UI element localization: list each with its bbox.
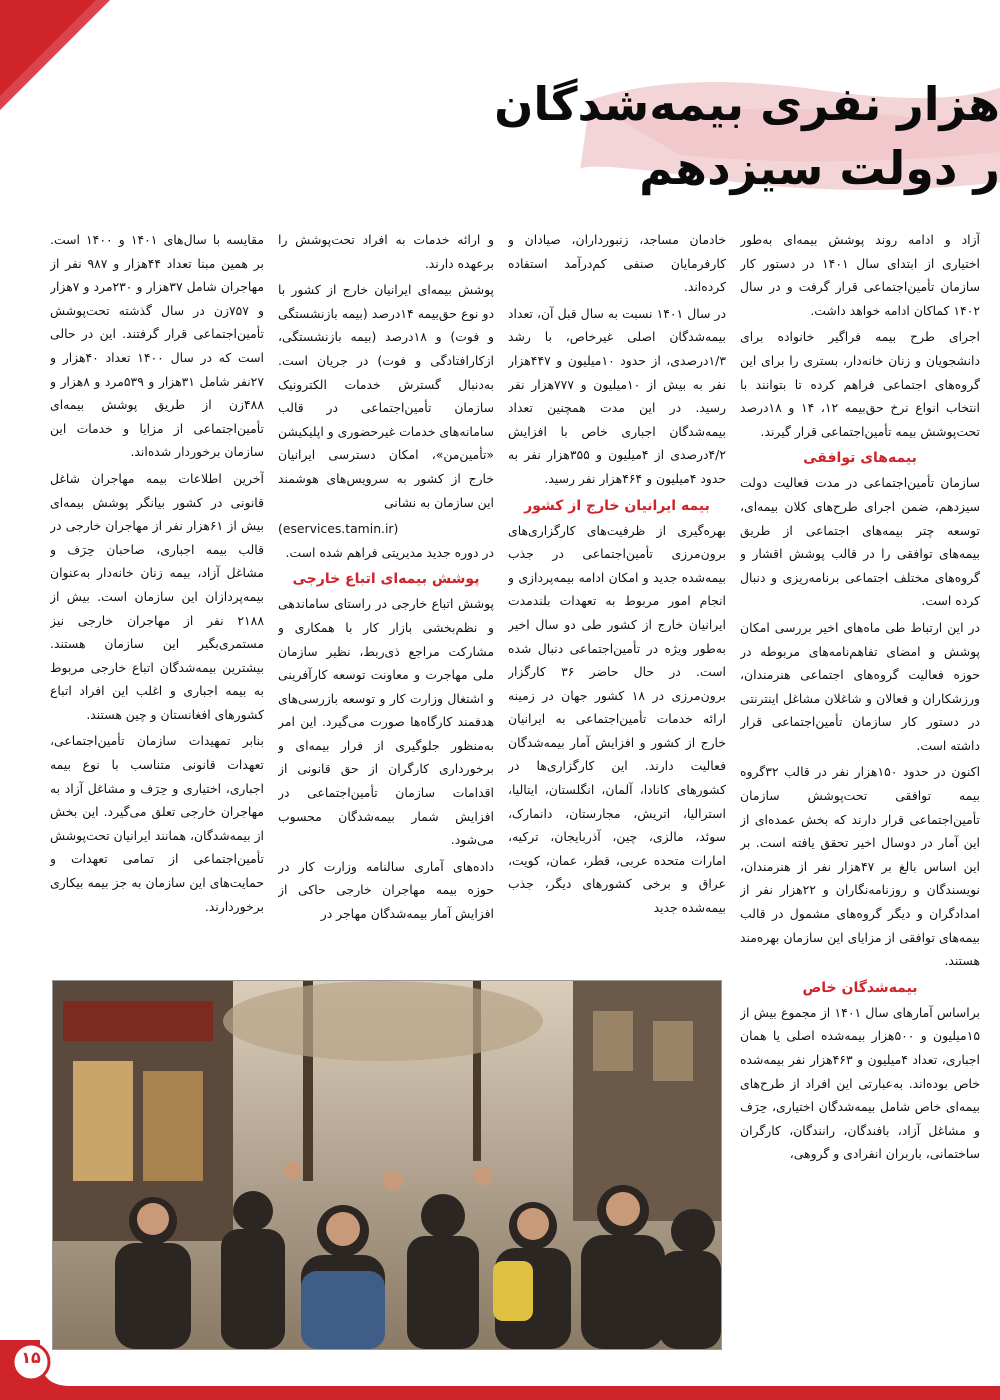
paragraph: آزاد و ادامه روند پوشش بیمه‌ای به‌طور اختیاری از ابتدای سال ۱۴۰۱ در دستور کار سازمان تأمین‌اجتماعی قرار گرفت و در سال ۱۴۰۲ کماکان ادامه خواهد داشت. xyxy=(740,232,980,318)
subheading-foreign-nationals: پوشش بیمه‌ای اتباع خارجی xyxy=(292,571,480,588)
paragraph: بنابر تمهیدات سازمان تأمین‌اجتماعی، تعهدات قانونی متناسب با نوع بیمه اجباری، اختیاری و حِرَف و مشاغل آزاد به مهاجران خارجی تعلق می‌گیرد. این بخش از بیمه‌شدگان، همانند ایرانیان تحت‌پوشش تأمین‌اجتماعی از تمامی تعهدات و حمایت‌های این سازمان به جز بیمه بیکاری برخوردارند. xyxy=(50,733,264,914)
paragraph: داده‌های آماری سالنامه وزارت کار در حوزه بیمه مهاجران خارجی حاکی از افزایش آمار بیمه‌شدگان مهاجر در xyxy=(278,858,494,922)
crowd-street-photo xyxy=(52,980,722,1350)
subheading-special-insured: بیمه‌شدگان خاص xyxy=(802,979,918,996)
paragraph: اجرای طرح بیمه فراگیر خانواده برای دانشجویان و زنان خانه‌دار، بستری را برای این گروه‌های اجتماعی فراهم کرده تا بتوانند با انتخاب انواع نرخ حق‌بیمه ۱۲، ۱۴ و ۱۸درصد تحت‌پوشش بیمه تأمین‌اجتماعی قرار گیرند. xyxy=(740,329,980,439)
article-column-3 xyxy=(278,228,494,968)
article-column-1 xyxy=(740,228,980,1348)
paragraph: در دوره جدید مدیریتی فراهم شده است. xyxy=(285,544,494,560)
paragraph: در سال ۱۴۰۱ نسبت به سال قبل آن، تعداد بیمه‌شدگان اصلی غیرخاص، با رشد ۱/۳درصدی، از حدود ۱۰میلیون و ۴۴۷هزار نفر به بیش از ۱۰میلیون و ۷۷۷هزار نفر رسید. در این مدت همچنین تعداد بیمه‌شدگان اجباری خاص با افزایش ۴/۲درصدی از ۴میلیون و ۳۵۵هزار نفر به حدود ۴میلیون و ۴۶۴هزار نفر رسید. xyxy=(508,305,726,486)
paragraph: خادمان مساجد، زنبورداران، صیادان و کارفرمایان صنفی کم‌درآمد استفاده کرده‌اند. xyxy=(508,232,726,295)
paragraph: و ارائه خدمات به افراد تحت‌پوشش را برعهده دارند. xyxy=(278,232,494,271)
headline-line-1: هزار نفری بیمه‌شدگان xyxy=(494,77,1000,131)
headline xyxy=(440,72,1000,200)
paragraph: آخرین اطلاعات بیمه مهاجران شاغل قانونی در کشور بیانگر پوشش بیمه‌ای بیش از ۶۱هزار نفر از مهاجران خارجی در قالب بیمه اجباری، صاحبان حِرَف و مشاغل آزاد، بیمه زنان خانه‌دار به‌عنوان بیمه‌پردازان این سازمان است. بیش از ۲۱۸۸ نفر از مهاجران خارجی نیز مستمری‌بگیر این سازمان هستند. بیشترین بیمه‌شدگان اتباع خارجی مربوط به بیمه اجباری و اغلب این افراد اتباع کشورهای افغانستان و چین هستند. xyxy=(50,470,264,722)
corner-ribbon xyxy=(0,0,110,110)
headline-line-2: ر دولت سیزدهم xyxy=(639,141,1000,195)
subheading-iranians-abroad: بیمه ایرانیان خارج از کشور xyxy=(524,497,710,514)
subheading-agreement-insurance: بیمه‌های توافقی xyxy=(803,450,917,467)
paragraph: سازمان تأمین‌اجتماعی در مدت فعالیت دولت سیزدهم، ضمن اجرای طرح‌های کلان بیمه‌ای، توسعه چتر بیمه‌های اجتماعی از طریق بیمه‌های توافقی را در قالب پوشش اقشار و گروه‌های مختلف اجتماعی برنامه‌ریزی و دنبال کرده است. xyxy=(740,475,980,609)
paragraph: بهره‌گیری از ظرفیت‌های کارگزاری‌های برون‌مرزی تأمین‌اجتماعی در جذب بیمه‌شده جدید و امکان ادامه بیمه‌پردازی و انجام امور مربوط به تعهدات بلندمدت ایرانیان خارج از کشور طی دو سال اخیر به‌طور ویژه در تأمین‌اجتماعی دنبال شده است. در حال حاضر ۳۶ کارگزار برون‌مرزی در ۱۸ کشور جهان در زمینه ارائه خدمات تأمین‌اجتماعی به ایرانیان خارج از کشور و افزایش آمار بیمه‌شدگان فعالیت دارند. این کارگزاری‌ها در کشورهای کانادا، آلمان، انگلستان، ایتالیا، استرالیا، اتریش، مجارستان، دانمارک، سوئد، مالزی، چین، آذربایجان، ترکیه، امارات متحده عربی، قطر، عمان، کویت، عراق و برخی کشورهای دیگر، جذب بیمه‌شده جدید xyxy=(508,522,726,916)
article-column-4 xyxy=(50,228,264,968)
paragraph: مقایسه با سال‌های ۱۴۰۱ و ۱۴۰۰ است. بر همین مبنا تعداد ۴۴هزار و ۹۸۷ نفر از مهاجران شامل ۳۷هزار و ۲۳۰مرد و ۷هزار و ۷۵۷زن در سال گذشته تحت‌پوشش تأمین‌اجتماعی قرار گرفتند. این در حالی است که در سال ۱۴۰۰ تعداد ۴۰هزار و ۲۷نفر شامل ۳۱هزار و ۵۳۹مرد و ۸هزار و ۴۸۸زن از طریق پوشش بیمه‌ای تأمین‌اجتماعی از مزایا و خدمات این سازمان برخوردار شده‌اند. xyxy=(50,232,264,460)
paragraph: براساس آمارهای سال ۱۴۰۱ از مجموع بیش از ۱۵میلیون و ۵۰۰هزار بیمه‌شده اصلی یا همان اجباری، تعداد ۴میلیون و ۴۶۳هزار نفر بیمه‌شده خاص بوده‌اند. به‌عبارتی این افراد از طرح‌های بیمه‌ای خاص شامل بیمه‌شدگان اختیاری، حِرَف و مشاغل آزاد، بافندگان، رانندگان، کارگران ساختمانی، باربران انفرادی و گروهی، xyxy=(740,1004,980,1162)
paragraph: در این ارتباط طی ماه‌های اخیر بررسی امکان پوشش و امضای تفاهم‌نامه‌های مربوطه در حوزه فعالیت گروه‌های اجتماعی هنرمندان، ورزشکاران و فعالان و شاغلان مشاغل اینترنتی در دستور کار سازمان تأمین‌اجتماعی قرار داشته است. xyxy=(740,619,980,753)
page-number: ۱۵ xyxy=(21,1348,41,1367)
footer-decoration xyxy=(0,1300,1000,1400)
paragraph: پوشش بیمه‌ای ایرانیان خارج از کشور با دو نوع حق‌بیمه ۱۴درصد (بیمه بازنشستگی و فوت) و ۱۸درصد (بیمه بازنشستگی، ازکارافتادگی و فوت) در جریان است. به‌دنبال گسترش خدمات الکترونیک سازمان تأمین‌اجتماعی در قالب سامانه‌های خدمات غیرحضوری و اپلیکیشن «تأمین‌من»، امکان دسترسی ایرانیان خارج از کشور به سرویس‌های هوشمند این سازمان به نشانی xyxy=(278,282,494,510)
article-column-2 xyxy=(508,228,726,968)
eservices-link[interactable]: (eservices.tamin.ir) xyxy=(278,521,399,537)
paragraph: اکنون در حدود ۱۵۰هزار نفر در قالب ۳۲گروه بیمه توافقی تحت‌پوشش سازمان تأمین‌اجتماعی قرار دارند که بخش عمده‌ای از این آمار در دوسال اخیر تحقق یافته است. بر این اساس بالغ بر ۴۷هزار نفر از هنرمندان، نویسندگان و روزنامه‌نگاران و ۲۲هزار نفر از امدادگران و دیگر گروه‌های مشمول در قالب بیمه‌های توافقی از مزایای این سازمان بهره‌مند هستند. xyxy=(740,764,980,969)
paragraph: پوشش اتباع خارجی در راستای ساماندهی و نظم‌بخشی بازار کار با همکاری و مشارکت مراجع ذی‌ربط، نظیر سازمان ملی مهاجرت و معاونت توسعه کارآفرینی و اشتغال وزارت کار و توسعه بازرسی‌های هدفمند کارگاه‌ها صورت می‌گیرد. این امر به‌منظور جلوگیری از فرار بیمه‌ای و برخورداری کارگران از حق قانونی از اقدامات سازمان تأمین‌اجتماعی در افزایش شمار بیمه‌شدگان محسوب می‌شود. xyxy=(278,596,494,848)
